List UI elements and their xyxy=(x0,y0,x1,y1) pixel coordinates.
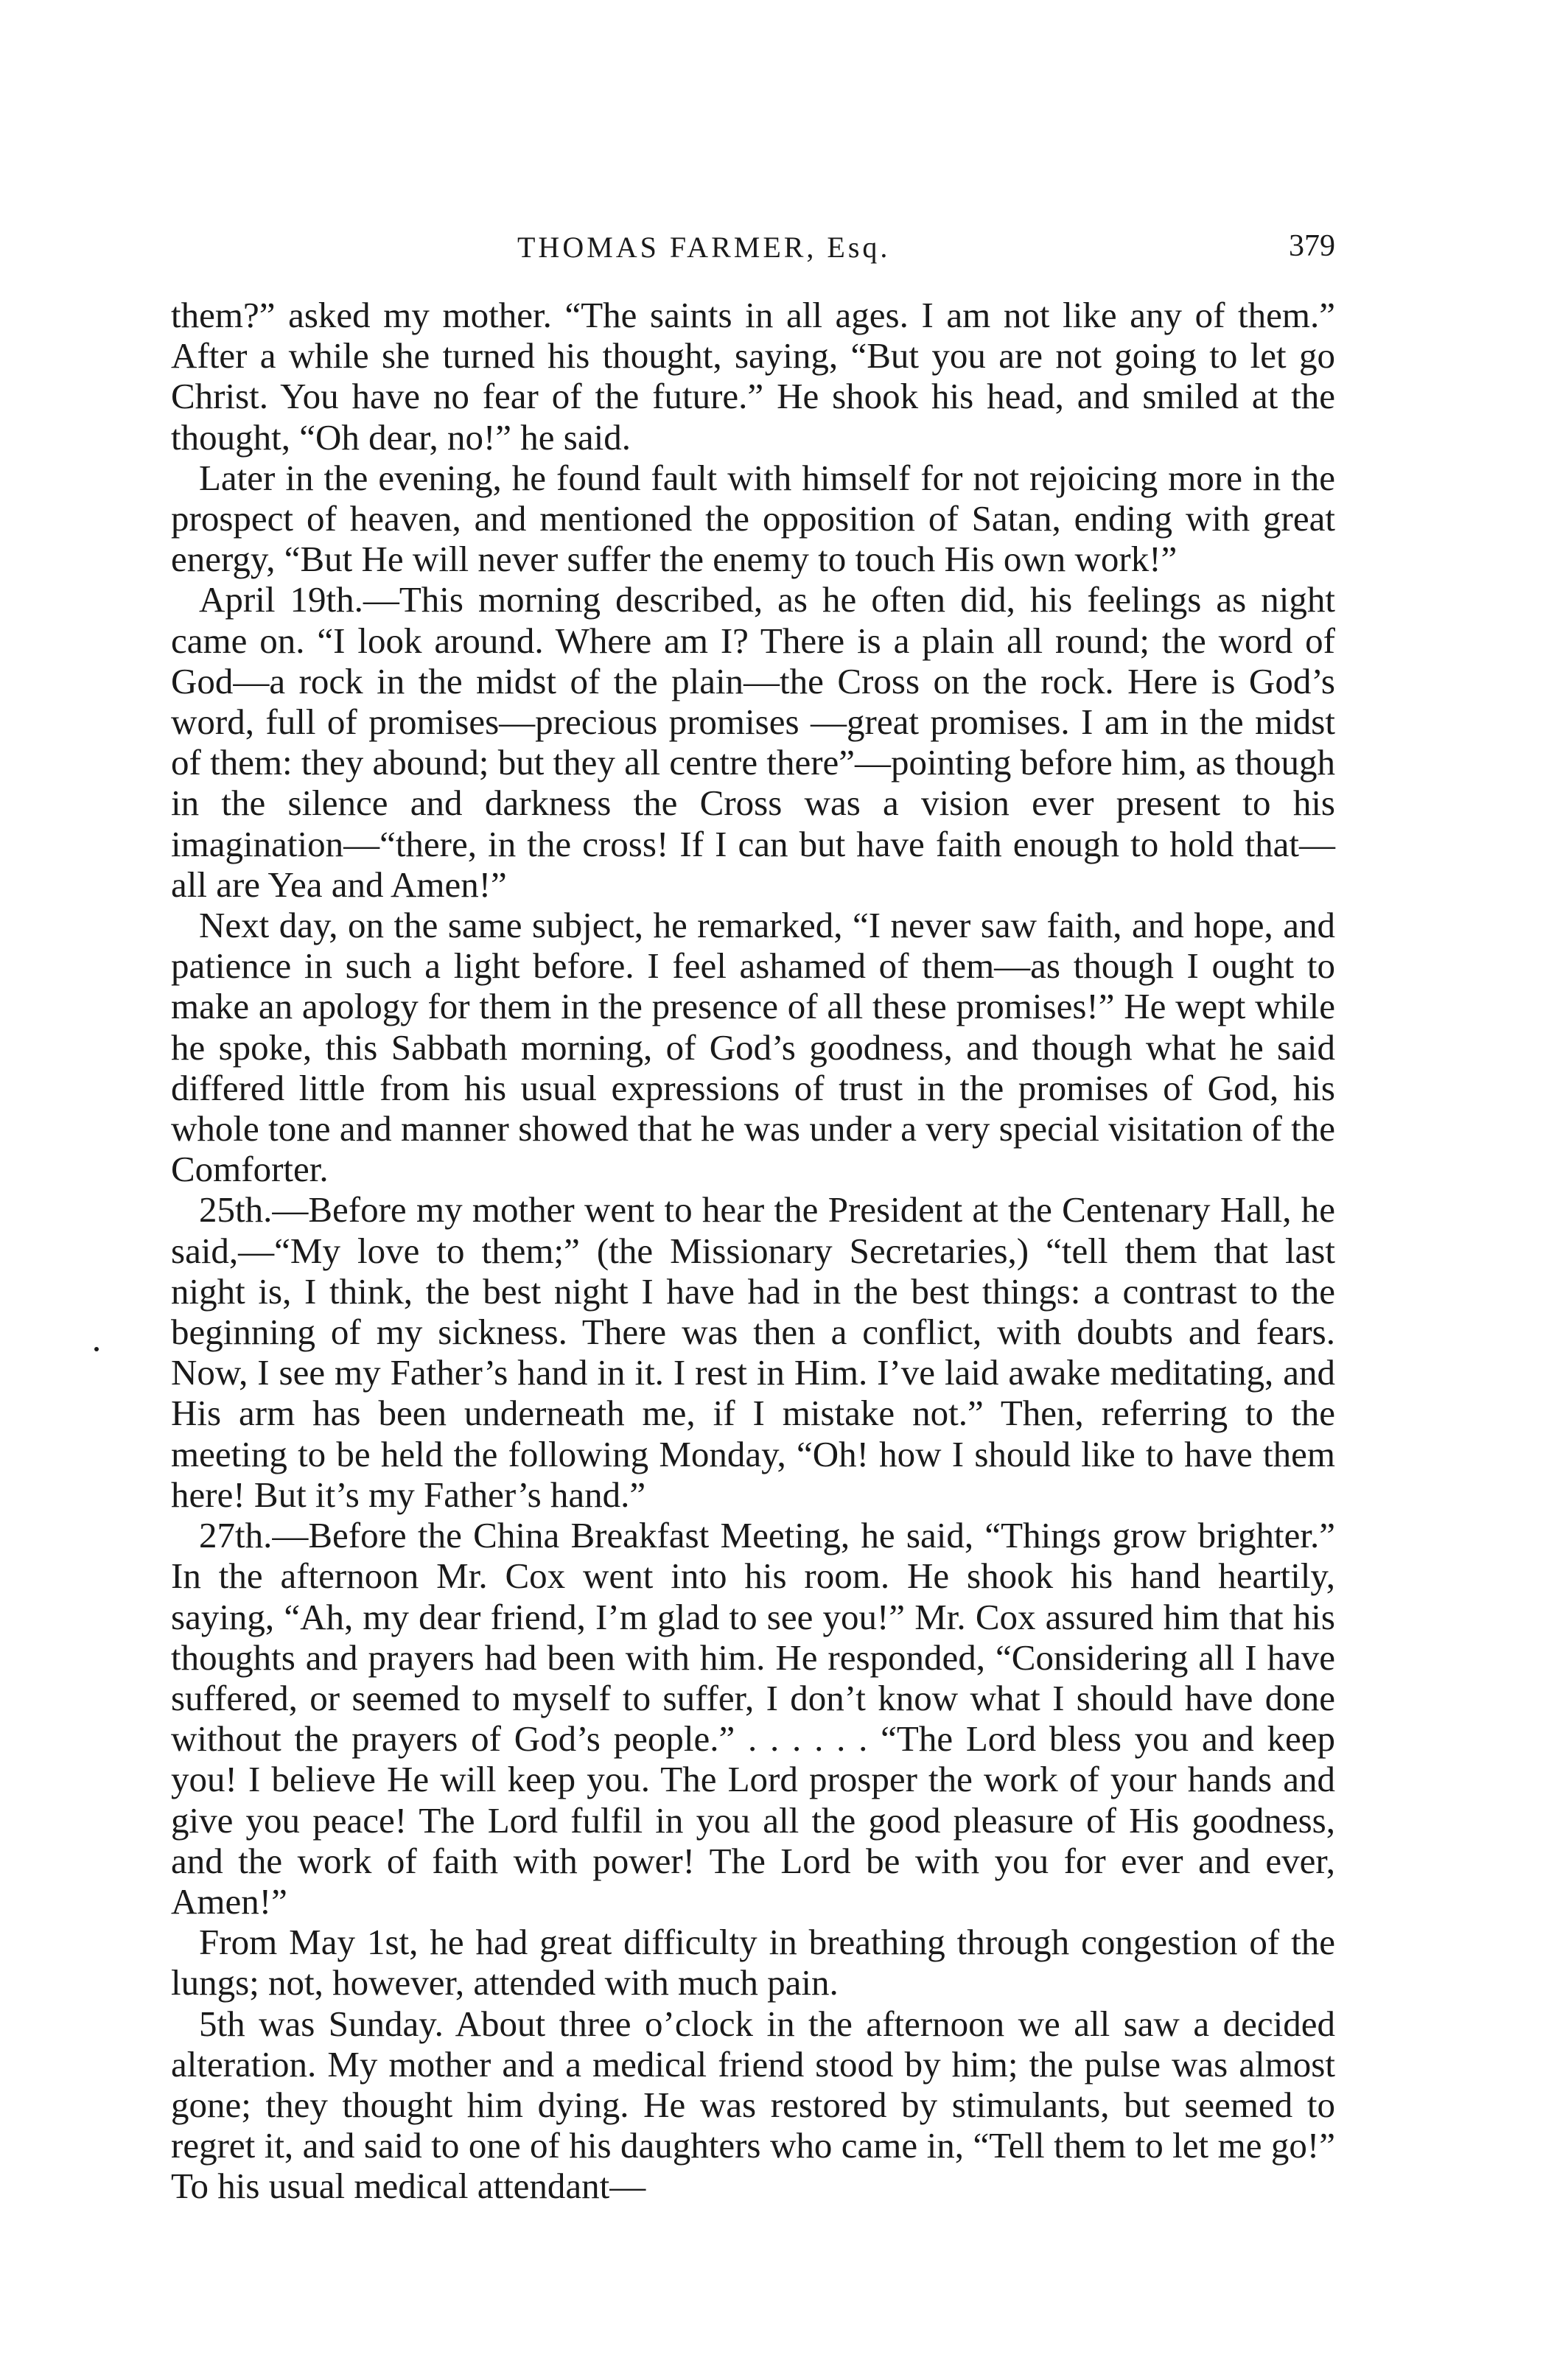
paragraph: 25th.—Before my mother went to hear the President at the Centenary Hall, he said,—“My love to them;” (the Missionary Secretaries,) “tell them that last night is, I think, the best night I have had in the best things: a contrast to the beginning of my sickness. There was then a conflict, with doubts and fears. Now, I see my Father’s hand in it. I rest in Him. I’ve laid awake meditating, and His arm has been underneath me, if I mistake not.” Then, referring to the meeting to be held the following Monday, “Oh! how I should like to have them here! But it’s my Father’s hand.” xyxy=(171,1189,1335,1515)
paragraph: 27th.—Before the China Breakfast Meeting, he said, “Things grow brighter.” In the afternoon Mr. Cox went into his room. He shook his hand heartily, saying, “Ah, my dear friend, I’m glad to see you!” Mr. Cox assured him that his thoughts and prayers had been with him. He responded, “Considering all I have suffered, or seemed to myself to suffer, I don’t know what I should have done without the prayers of God’s people.” . . . . . . “The Lord bless you and keep you! I believe He will keep you. The Lord prosper the work of your hands and give you peace! The Lord fulfil in you all the good pleasure of His goodness, and the work of faith with power! The Lord be with you for ever and ever, Amen!” xyxy=(171,1515,1335,1922)
body-text xyxy=(171,295,1335,2207)
running-title: THOMAS FARMER, Esq. xyxy=(517,231,891,264)
paragraph: 5th was Sunday. About three o’clock in the afternoon we all saw a decided alteration. My mother and a medical friend stood by him; the pulse was almost gone; they thought him dying. He was restored by stimulants, but seemed to regret it, and said to one of his daughters who came in, “Tell them to let me go!” To his usual medical attendant— xyxy=(171,2003,1335,2207)
paragraph: Next day, on the same subject, he remarked, “I never saw faith, and hope, and patience in such a light before. I feel ashamed of them—as though I ought to make an apology for them in the presence of all these promises!” He wept while he spoke, this Sabbath morning, of God’s goodness, and though what he said differed little from his usual expressions of trust in the promises of God, his whole tone and manner showed that he was under a very special visitation of the Comforter. xyxy=(171,905,1335,1190)
paragraph: April 19th.—This morning described, as he often did, his feelings as night came on. “I look around. Where am I? There is a plain all round; the word of God—a rock in the midst of the plain—the Cross on the rock. Here is God’s word, full of promises—precious promises —great promises. I am in the midst of them: they abound; but they all centre there”—pointing before him, as though in the silence and darkness the Cross was a vision ever present to his imagination—“there, in the cross! If I can but have faith enough to hold that—all are Yea and Amen!” xyxy=(171,579,1335,905)
margin-ink-dot xyxy=(94,1347,99,1351)
page-number: 379 xyxy=(1289,229,1335,263)
paragraph-continued: them?” asked my mother. “The saints in all ages. I am not like any of them.” After a while she turned his thought, saying, “But you are not going to let go Christ. You have no fear of the future.” He shook his head, and smiled at the thought, “Oh dear, no!” he said. xyxy=(171,295,1335,458)
paragraph: From May 1st, he had great difficulty in breathing through congestion of the lungs; not, however, attended with much pain. xyxy=(171,1922,1335,2003)
paragraph: Later in the evening, he found fault with himself for not rejoicing more in the prospect of heaven, and mentioned the opposition of Satan, ending with great energy, “But He will never suffer the enemy to touch His own work!” xyxy=(171,457,1335,580)
running-head xyxy=(171,221,1335,295)
book-page xyxy=(171,221,1335,2207)
